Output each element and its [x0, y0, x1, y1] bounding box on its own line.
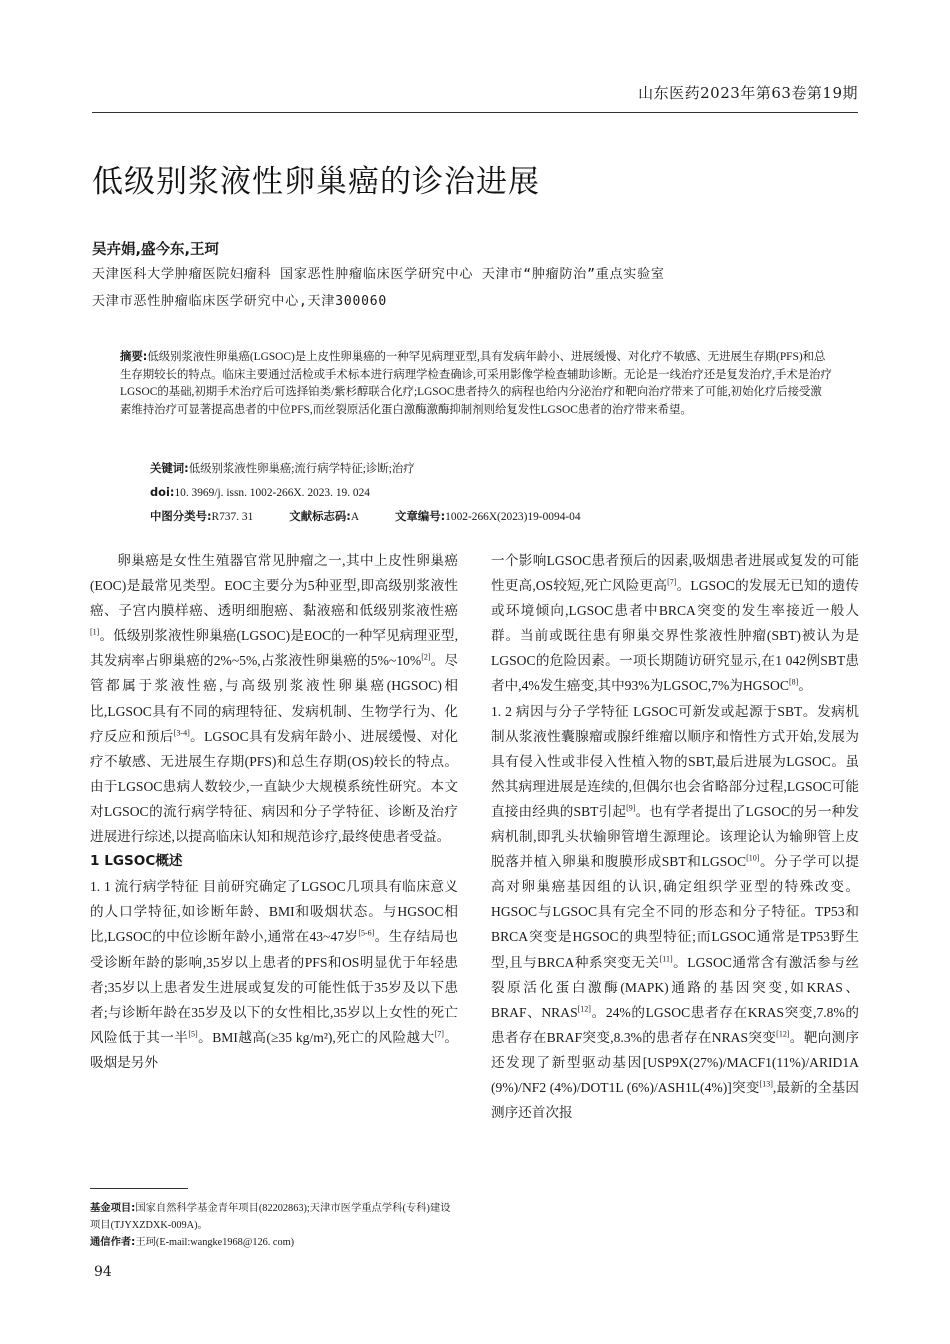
- doi: [150, 485, 370, 499]
- clc-label: 中图分类号:: [150, 509, 212, 523]
- section-1-1-continued: 一个影响LGSOC患者预后的因素,吸烟患者进展或复发的可能性更高,OS较短,死亡风险更高[7]。LGSOC的发展无已知的遗传或环境倾向,LGSOC患者中BRCA突变的发生率接近一般人群。当前或既往患有卵巢交界性浆液性肿瘤(SBT)被认为是LGSOC的危险因素。一项长期随访研究显示,在1 042例SBT患者中,4%发生癌变,其中93%为LGSOC,7%为HGSOC[8]。: [491, 553, 859, 694]
- keywords-label: 关键词:: [150, 461, 189, 475]
- funding-note: [90, 1200, 458, 1234]
- abstract-label: 摘要:: [120, 349, 148, 363]
- section-heading-1: 1 LGSOC概述: [90, 853, 183, 870]
- keywords: [150, 460, 415, 476]
- citation[interactable]: [1]: [90, 627, 100, 637]
- article-number-value: 1002-266X(2023)19-0094-04: [445, 511, 581, 523]
- doc-code-value: A: [350, 511, 360, 523]
- abstract-text: 低级别浆液性卵巢癌(LGSOC)是上皮性卵巢癌的一种罕见病理亚型,具有发病年龄小、进展缓慢、对化疗不敏感、无进展生存期(PFS)和总生存期较长的特点。临床主要通过活检或手术标本进行病理学检查确诊,可采用影像学检查辅助诊断。无论是一线治疗还是复发治疗,手术是治疗LGSOC的基础,初期手术治疗后可选择铂类/紫杉醇联合化疗;LGSOC患者持久的病程也给内分泌治疗和靶向治疗带来了可能,初始化疗后接受激素维持治疗可显著提高患者的中位PFS,而丝裂原活化蛋白激酶激酶抑制剂则给复发性LGSOC患者的治疗带来希望。: [120, 351, 832, 416]
- abstract: [120, 348, 832, 419]
- footnotes: [90, 1200, 458, 1252]
- citation[interactable]: [5-6]: [358, 928, 375, 938]
- citation[interactable]: [5]: [188, 1029, 198, 1039]
- clc-value: R737. 31: [211, 511, 254, 523]
- authors: 吴卉娟,盛今东,王珂: [92, 242, 220, 258]
- corresponding-text: 王珂(E-mail:wangke1968@126. com): [135, 1237, 295, 1248]
- footnote-rule: [90, 1188, 188, 1189]
- paper-title: 低级别浆液性卵巢癌的诊治进展: [92, 164, 540, 200]
- affiliation-line-2: 天津市恶性肿瘤临床医学研究中心,天津300060: [92, 294, 387, 309]
- subsection-heading-1-1: 1. 1 流行病学特征: [90, 879, 199, 895]
- affiliation-line-1: 天津医科大学肿瘤医院妇瘤科 国家恶性肿瘤临床医学研究中心 天津市“肿瘤防治”重点实验室: [92, 267, 665, 282]
- header-rule: [92, 112, 858, 113]
- citation[interactable]: [8]: [788, 677, 799, 687]
- citation[interactable]: [10]: [746, 853, 760, 863]
- citation[interactable]: [7]: [667, 577, 677, 587]
- funding-label: 基金项目:: [90, 1202, 136, 1214]
- page-number: 94: [94, 1264, 112, 1280]
- funding-text: 国家自然科学基金青年项目(82202863);天津市医学重点学科(专科)建设项目(TJYXZDXK-009A)。: [90, 1203, 451, 1231]
- citation[interactable]: [13]: [759, 1079, 773, 1089]
- doi-label: doi:: [150, 485, 175, 499]
- journal-header: 山东医药2023年第63卷第19期: [638, 84, 858, 102]
- citation[interactable]: [2]: [421, 652, 431, 662]
- doi-text: 10. 3969/j. issn. 1002-266X. 2023. 19. 024: [174, 487, 370, 499]
- section-1-2-paragraph: 1. 2 病因与分子学特征 LGSOC可新发或起源于SBT。发病机制从浆液性囊腺瘤或腺纤维瘤以顺序和惰性方式开始,发展为具有侵入性或非侵入性植入物的SBT,最后进展为LGSOC。虽然其病理进展是连续的,但偶尔也会省略部分过程,LGSOC可能直接由经典的SBT引起[9]。也有学者提出了LGSOC的另一种发病机制,即乳头状输卵管增生源理论。该理论认为输卵管上皮脱落并植入卵巢和腹膜形成SBT和LGSOC[10]。分子学可以提高对卵巢癌基因组的认识,确定组织学亚型的特殊改变。HGSOC与LGSOC具有完全不同的形态和分子特征。TP53和BRCA突变是HGSOC的典型特征;而LGSOC通常是TP53野生型,且与BRCA种系突变无关[11]。LGSOC通常含有激活参与丝裂原活化蛋白激酶(MAPK)通路的基因突变,如KRAS、BRAF、NRAS[12]。24%的LGSOC患者存在KRAS突变,7.8%的患者存在BRAF突变,8.3%的患者存在NRAS突变[12]。靶向测序还发现了新型驱动基因[USP9X(27%)/MACF1(11%)/ARID1A (9%)/NF2 (4%)/DOT1L (6%)/ASH1L(4%)]突变[13],最新的全基因测序还首次报: [491, 703, 859, 1121]
- citation[interactable]: [11]: [659, 953, 673, 963]
- doc-code-label: 文献标志码:: [289, 509, 351, 523]
- citation[interactable]: [9]: [626, 803, 636, 813]
- subsection-heading-1-2: 1. 2 病因与分子学特征: [491, 703, 630, 719]
- corresponding-author-note: [90, 1234, 458, 1252]
- body-column-right: [491, 548, 859, 1125]
- keywords-text: 低级别浆液性卵巢癌;流行病学特征;诊断;治疗: [188, 463, 415, 475]
- corresponding-label: 通信作者:: [90, 1236, 136, 1248]
- classification: [150, 508, 581, 524]
- section-1-1-paragraph: 1. 1 流行病学特征 目前研究确定了LGSOC几项具有临床意义的人口学特征,如诊断年龄、BMI和吸烟状态。与HGSOC相比,LGSOC的中位诊断年龄小,通常在43~47岁[5-6]。生存结局也受诊断年龄的影响,35岁以上患者的PFS和OS明显优于年轻患者;35岁以上患者发生进展或复发的可能性低于35岁及以下患者;与诊断年龄在35岁及以下的女性相比,35岁以上女性的死亡风险低于其一半[5]。BMI越高(≥35 kg/m²),死亡的风险越大[7]。吸烟是另外: [90, 879, 459, 1070]
- citation[interactable]: [7]: [434, 1029, 444, 1039]
- body-column-left: [90, 548, 458, 1075]
- article-number-label: 文章编号:: [395, 509, 446, 523]
- citation[interactable]: [12]: [577, 1004, 591, 1014]
- citation[interactable]: [3-4]: [173, 728, 190, 738]
- citation[interactable]: [12]: [776, 1029, 790, 1039]
- intro-paragraph: 卵巢癌是女性生殖器官常见肿瘤之一,其中上皮性卵巢癌(EOC)是最常见类型。EOC主要分为5种亚型,即高级别浆液性癌、子宫内膜样癌、透明细胞癌、黏液癌和低级别浆液性癌[1]。低级别浆液性卵巢癌(LGSOC)是EOC的一种罕见病理亚型,其发病率占卵巢癌的2%~5%,占浆液性卵巢癌的5%~10%[2]。尽管都属于浆液性癌,与高级别浆液性卵巢癌(HGSOC)相比,LGSOC具有不同的病理特征、发病机制、生物学行为、化疗反应和预后[3-4]。LGSOC具有发病年龄小、进展缓慢、对化疗不敏感、无进展生存期(PFS)和总生存期(OS)较长的特点。由于LGSOC患病人数较少,一直缺少大规模系统性研究。本文对LGSOC的流行病学特征、病因和分子学特征、诊断及治疗进展进行综述,以提高临床认知和规范诊疗,最终使患者受益。: [90, 553, 459, 845]
